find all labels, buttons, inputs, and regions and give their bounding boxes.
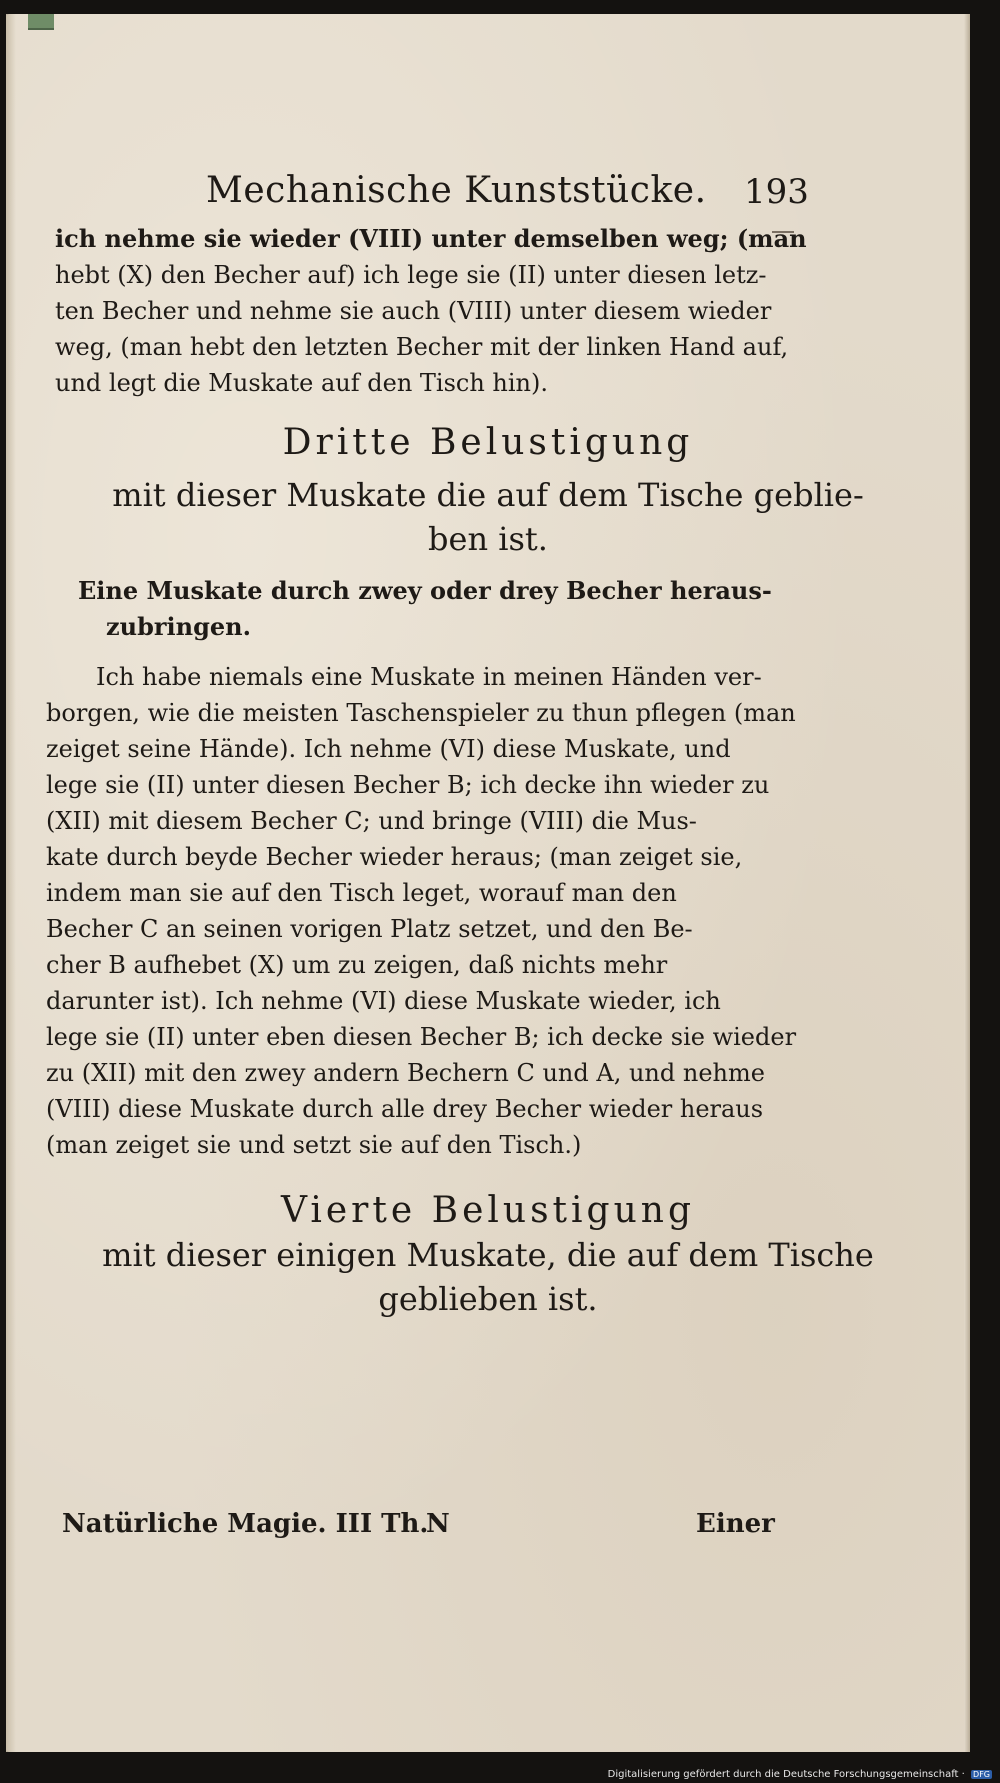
page-edge-shadow (964, 14, 970, 1752)
text-line: indem man sie auf den Tisch leget, worauf man den (46, 879, 677, 907)
text-line: hebt (X) den Becher auf) ich lege sie (II) unter diesen letz- (55, 261, 767, 289)
text-line: Ich habe niemals eine Muskate in meinen Händen ver- (96, 663, 762, 691)
running-title: Mechanische Kunststücke. (206, 170, 707, 211)
text-line: ich nehme sie wieder (VIII) unter demselben weg; (man (55, 224, 807, 253)
text-line: (man zeiget sie und setzt sie auf den Tisch.) (46, 1131, 582, 1159)
page-number: 193 (744, 172, 809, 212)
section-subtitle-line: mit dieser einigen Muskate, die auf dem Tische (102, 1236, 874, 1274)
text-line: weg, (man hebt den letzten Becher mit der linken Hand auf, (55, 333, 789, 361)
text-line: kate durch beyde Becher wieder heraus; (man zeiget sie, (46, 843, 743, 871)
catchword: Einer (696, 1509, 775, 1539)
digitization-credit-text: Digitalisierung gefördert durch die Deutsche Forschungsgemeinschaft · (607, 1769, 965, 1780)
section-heading: Vierte Belustigung (281, 1190, 695, 1231)
section-subtitle-line: ben ist. (428, 520, 548, 558)
text-line: borgen, wie die meisten Taschenspieler zu thun pflegen (man (46, 699, 796, 727)
text-line: zeiget seine Hände). Ich nehme (VI) diese Muskate, und (46, 735, 731, 763)
text-line: darunter ist). Ich nehme (VI) diese Muskate wieder, ich (46, 987, 721, 1015)
text-line: zu (XII) mit den zwey andern Bechern C und A, und nehme (46, 1059, 765, 1087)
text-line: lege sie (II) unter diesen Becher B; ich decke ihn wieder zu (46, 771, 770, 799)
text-line: und legt die Muskate auf den Tisch hin). (55, 369, 549, 397)
book-page (6, 14, 970, 1752)
text-line: Becher C an seinen vorigen Platz setzet, und den Be- (46, 915, 693, 943)
page-gutter-shadow (6, 14, 16, 1752)
digitization-credit (608, 1769, 992, 1780)
text-line: ten Becher und nehme sie auch (VIII) unter diesem wieder (55, 297, 772, 325)
task-title-line: zubringen. (106, 612, 251, 641)
bookmark-ribbon (28, 14, 54, 30)
signature-line: Natürliche Magie. III Th. (62, 1509, 429, 1539)
dfg-logo-badge: DFG (973, 1770, 990, 1779)
signature-mark: N (426, 1509, 450, 1539)
text-line: (XII) mit diesem Becher C; und bringe (VIII) die Mus- (46, 807, 697, 835)
section-subtitle-line: geblieben ist. (378, 1280, 598, 1318)
task-title-line: Eine Muskate durch zwey oder drey Becher heraus- (78, 576, 772, 605)
text-line: cher B aufhebet (X) um zu zeigen, daß nichts mehr (46, 951, 668, 979)
section-heading: Dritte Belustigung (282, 422, 694, 463)
text-line: (VIII) diese Muskate durch alle drey Becher wieder heraus (46, 1095, 764, 1123)
section-subtitle-line: mit dieser Muskate die auf dem Tische geblie- (112, 476, 864, 514)
text-line: lege sie (II) unter eben diesen Becher B; ich decke sie wieder (46, 1023, 797, 1051)
